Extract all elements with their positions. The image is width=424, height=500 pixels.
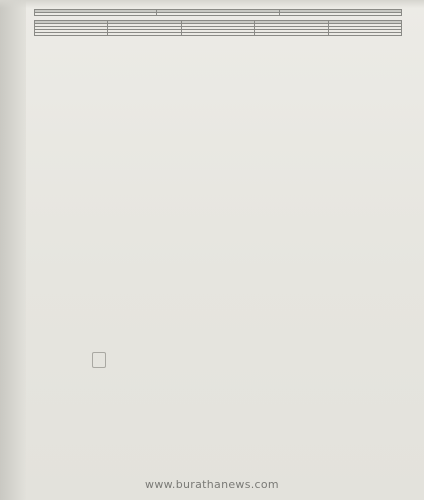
table-cell: [181, 33, 254, 36]
table-cell: [279, 13, 401, 16]
table-cell: [35, 13, 157, 16]
scan-edge-shadow: [0, 0, 26, 500]
table-cell: [328, 33, 401, 36]
table-cell: [255, 33, 328, 36]
table-row: [35, 33, 402, 36]
data-table: [34, 20, 402, 36]
table-cell: [157, 13, 279, 16]
watermark: www.burathanews.com: [145, 478, 279, 491]
document-body: [34, 6, 402, 436]
data-table: [34, 9, 402, 16]
table-row: [35, 13, 402, 16]
stamp-mark: [92, 352, 106, 368]
table-cell: [35, 33, 108, 36]
table-cell: [108, 33, 181, 36]
